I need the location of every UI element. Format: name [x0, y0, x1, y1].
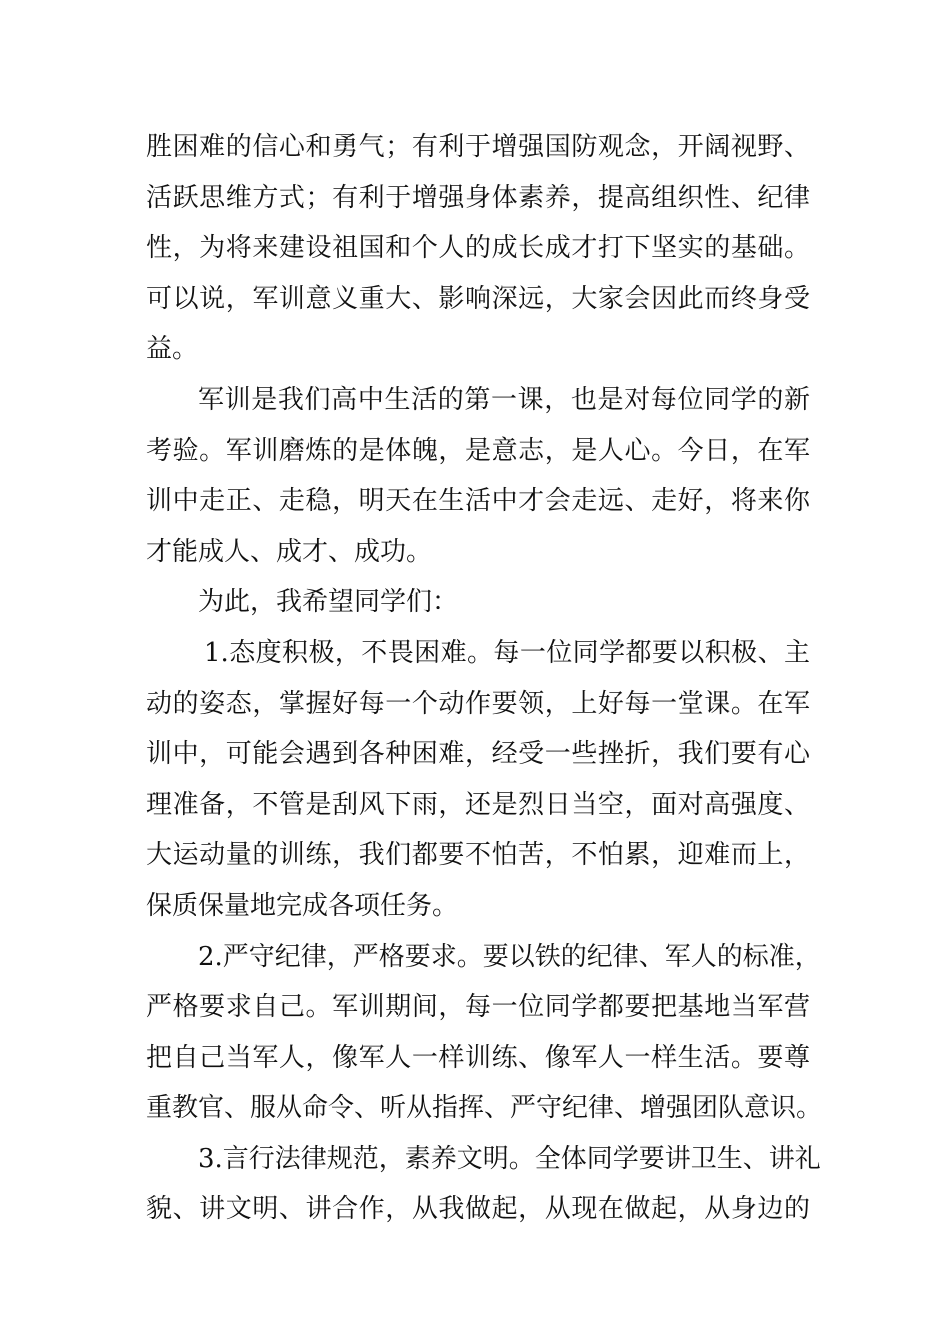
text-line-18: 严格要求自己。军训期间，每一位同学都要把基地当军营: [146, 992, 810, 1023]
text-line-10: 为此，我希望同学们：: [198, 587, 459, 618]
text-line-20: 重教官、服从命令、听从指挥、严守纪律、增强团队意识。: [146, 1093, 823, 1124]
text-line-15: 大运动量的训练，我们都要不怕苦，不怕累，迎难而上，: [146, 840, 810, 871]
text-line-13: 训中，可能会遇到各种困难，经受一些挫折，我们要有心: [146, 739, 810, 770]
text-line-4: 可以说，军训意义重大、影响深远，大家会因此而终身受: [146, 283, 810, 314]
text-line-12: 动的姿态，掌握好每一个动作要领，上好每一堂课。在军: [146, 688, 810, 719]
text-line-21: 3.言行法律规范，素养文明。全体同学要讲卫生、讲礼: [198, 1143, 821, 1174]
text-line-22: 貌、讲文明、讲合作，从我做起，从现在做起，从身边的: [146, 1194, 810, 1225]
text-line-5: 益。: [146, 334, 199, 365]
text-line-19: 把自己当军人，像军人一样训练、像军人一样生活。要尊: [146, 1042, 810, 1073]
text-line-11: 1.态度积极，不畏困难。每一位同学都要以积极、主: [204, 637, 810, 668]
text-line-14: 理准备，不管是刮风下雨，还是烈日当空，面对高强度、: [146, 789, 810, 820]
document-body: [146, 122, 823, 1235]
text-line-16: 保质保量地完成各项任务。: [146, 890, 459, 921]
text-line-9: 才能成人、成才、成功。: [146, 536, 433, 567]
text-line-17: 2.严守纪律，严格要求。要以铁的纪律、军人的标准，: [198, 941, 821, 972]
text-line-7: 考验。军训磨炼的是体魄，是意志，是人心。今日，在军: [146, 435, 810, 466]
text-line-1: 胜困难的信心和勇气；有利于增强国防观念，开阔视野、: [146, 132, 810, 162]
text-line-3: 性，为将来建设祖国和个人的成长成才打下坚实的基础。: [146, 233, 810, 264]
text-line-8: 训中走正、走稳，明天在生活中才会走远、走好，将来你: [146, 486, 810, 517]
text-line-6: 军训是我们高中生活的第一课，也是对每位同学的新: [198, 384, 810, 415]
text-line-2: 活跃思维方式；有利于增强身体素养，提高组织性、纪律: [146, 182, 810, 213]
